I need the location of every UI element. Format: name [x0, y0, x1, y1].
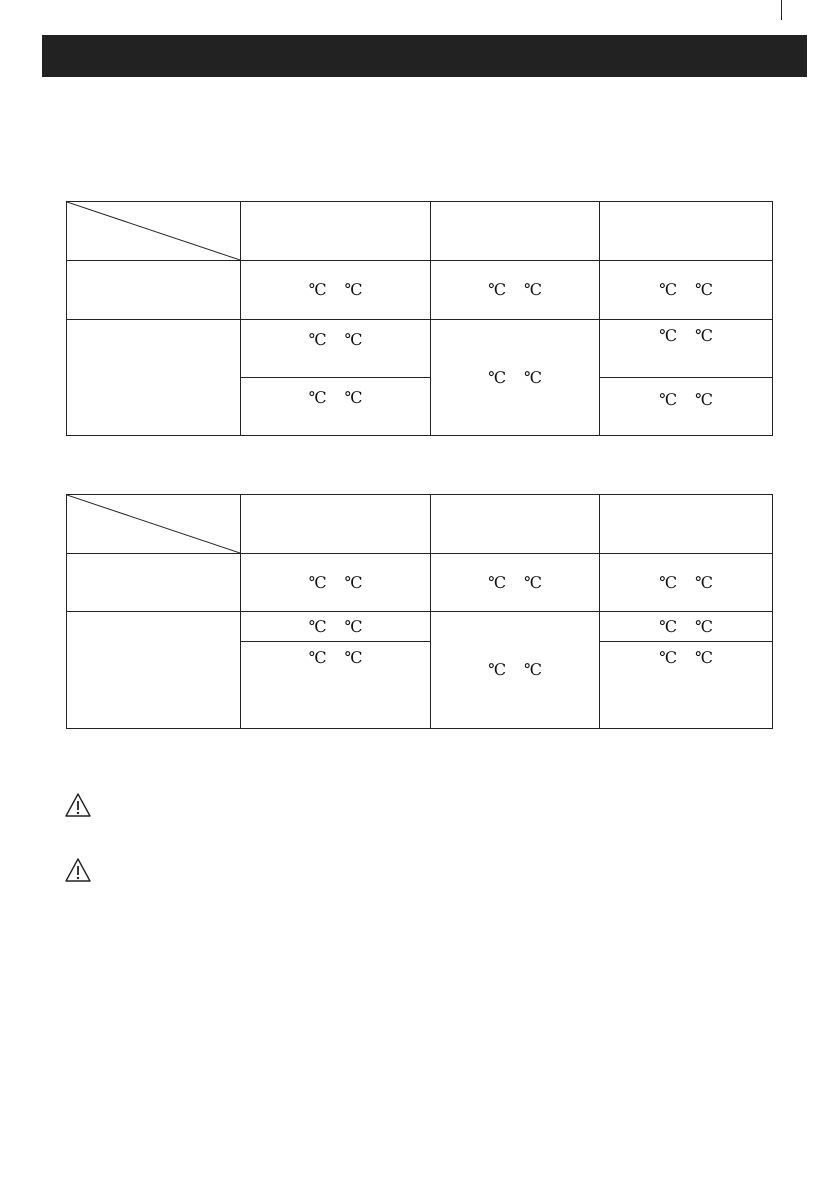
temp-value: ℃ — [659, 574, 677, 592]
column-header — [431, 495, 600, 554]
temp-value: ℃ — [488, 369, 506, 387]
table-corner-cell — [67, 495, 241, 554]
temp-value: ℃ — [308, 282, 327, 299]
temp-value: ℃ — [308, 332, 327, 349]
crop-mark — [781, 0, 782, 20]
temp-value: ℃ — [695, 574, 713, 592]
temp-value: ℃ — [524, 369, 542, 387]
temp-value: ℃ — [344, 650, 363, 667]
section-title-bar — [42, 35, 807, 77]
temp-value: ℃ — [488, 574, 506, 592]
temperature-range-cell — [431, 320, 600, 436]
temperature-range-cell — [600, 642, 773, 729]
temp-value: ℃ — [695, 618, 713, 636]
temperature-range-cell — [600, 554, 773, 612]
warning-triangle-icon — [64, 792, 92, 818]
temp-value: ℃ — [344, 574, 363, 592]
temp-value: ℃ — [308, 650, 327, 667]
column-header — [600, 202, 773, 261]
temp-value: ℃ — [659, 392, 677, 409]
row-header — [67, 261, 241, 320]
temperature-range-cell — [241, 642, 431, 729]
temperature-range-cell — [431, 261, 600, 320]
temp-value: ℃ — [695, 328, 713, 345]
temp-value: ℃ — [308, 390, 327, 407]
temperature-range-cell — [600, 261, 773, 320]
temp-value: ℃ — [659, 618, 677, 636]
temperature-range-cell — [600, 320, 773, 378]
temperature-range-cell — [241, 554, 431, 612]
temperature-range-cell — [241, 320, 431, 378]
temp-value: ℃ — [488, 662, 506, 679]
temperature-range-cell — [431, 612, 600, 729]
column-header — [431, 202, 600, 261]
temperature-range-cell — [600, 378, 773, 436]
temperature-table-2 — [66, 494, 773, 729]
temp-value: ℃ — [344, 282, 363, 299]
temp-value: ℃ — [344, 332, 363, 349]
temperature-range-cell — [600, 612, 773, 642]
temp-value: ℃ — [695, 392, 713, 409]
warning-triangle-icon — [64, 857, 92, 883]
temp-value: ℃ — [488, 282, 506, 299]
temperature-range-cell — [241, 261, 431, 320]
temp-value: ℃ — [344, 618, 363, 636]
temp-value: ℃ — [524, 282, 542, 299]
temp-value: ℃ — [695, 650, 713, 667]
row-header — [67, 554, 241, 612]
row-header — [67, 320, 241, 436]
temp-value: ℃ — [659, 282, 677, 299]
temp-value: ℃ — [524, 662, 542, 679]
temp-value: ℃ — [695, 282, 713, 299]
column-header — [600, 495, 773, 554]
table-corner-cell — [67, 202, 241, 261]
temperature-range-cell — [241, 378, 431, 436]
temperature-range-cell — [241, 612, 431, 642]
temperature-range-cell — [431, 554, 600, 612]
column-header — [241, 495, 431, 554]
temp-value: ℃ — [308, 618, 327, 636]
temperature-table-1 — [66, 201, 773, 436]
temp-value: ℃ — [659, 650, 677, 667]
temp-value: ℃ — [659, 328, 677, 345]
temp-value: ℃ — [524, 574, 542, 592]
column-header — [241, 202, 431, 261]
temp-value: ℃ — [308, 574, 327, 592]
row-header — [67, 612, 241, 729]
temp-value: ℃ — [344, 390, 363, 407]
